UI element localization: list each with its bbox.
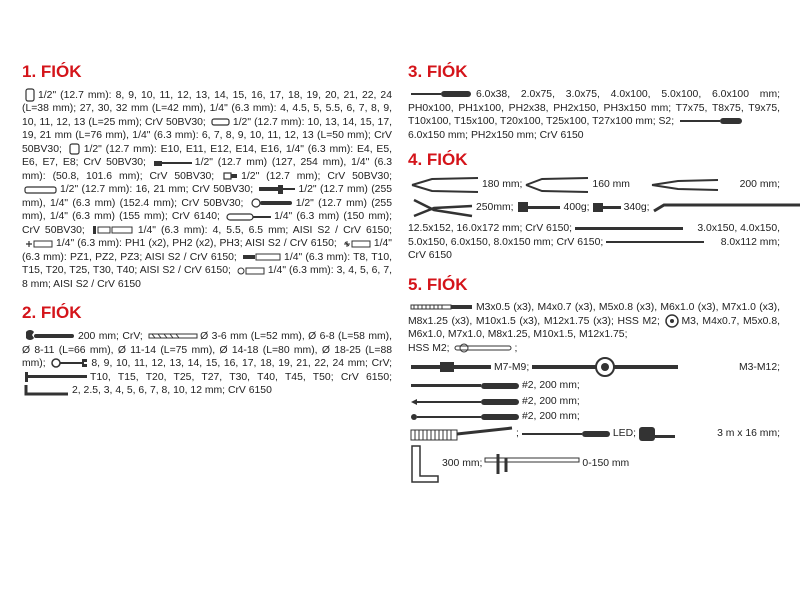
die-icon: [665, 314, 679, 328]
drawer-1-text-7: 1/2" (12.7 mm) (255 mm), 1/4" (6.3 mm) (152.4 mm); CrV 50BV30;: [22, 184, 393, 209]
drawer-5-specs: [408, 301, 780, 484]
caliper-range: 0-150 mm: [582, 458, 630, 469]
long-screwdriver-icon: [679, 116, 743, 126]
drawer-2-heading: 2. FIÓK: [22, 303, 82, 323]
mallet-weight: 340g;: [623, 202, 650, 214]
extension-bar-icon: [153, 159, 193, 167]
center-punch-icon: [605, 238, 705, 246]
punch-icon: [574, 225, 684, 233]
drawer-1-text-14: 1/4" (6.3 mm): 3, 4, 5, 6, 7, 8 mm; AISI S2 / CrV 6150: [22, 265, 392, 290]
combination-wrench-icon: [51, 358, 89, 368]
die-stock-icon: [531, 357, 679, 377]
file-icon-1: [410, 382, 520, 390]
tap-wrench-size: M7-M9;: [494, 361, 530, 373]
tape-measure-icon: [638, 426, 676, 442]
led-label: LED;: [612, 428, 636, 439]
file-icon-2: [410, 398, 520, 406]
drawer-4-heading: 4. FIÓK: [408, 150, 468, 169]
drawer-4-material: CrV 6150: [408, 250, 452, 261]
drawer-3-specs: [408, 88, 780, 142]
adapter-icon: [223, 171, 239, 181]
drawer-5-row-8: [408, 426, 780, 442]
caliper-icon: [484, 452, 580, 476]
drawer-5-row-9: [408, 444, 780, 484]
drawer-2-text-2: Ø 3-6 mm (L=52 mm), Ø 6-8 (L=58 mm), Ø 8-11 (L=66 mm), Ø 11-14 (L=75 mm), Ø 14-18 (L=80 mm), Ø 18-25 (L=88 mm);: [22, 331, 392, 369]
magnetic-pickup-icon: [521, 429, 611, 439]
drawer-2-specs: [22, 329, 392, 397]
adjustable-wrench-icon: [24, 329, 76, 343]
drawer-2-text-4: T10, T15, T20, T25, T27, T30, T40, T45, T50; CrV 6150;: [90, 371, 392, 383]
drawer-1-text-6: 1/2" (12.7 mm): 16, 21 mm; CrV 50BV30;: [60, 184, 254, 196]
hammer-icon: [516, 200, 562, 216]
center-punch-size: 8.0x112 mm;: [720, 236, 780, 248]
die-stock-size: M3-M12;: [739, 361, 780, 373]
drawer-1-text-1: 1/2" (12.7 mm): 8, 9, 10, 11, 12, 13, 14, 15, 16, 17, 18, 19, 20, 21, 22, 24 (L=38 mm); 27, 30, 32 mm (L=42 mm), 1/4" (6.3 mm): 4, 4.5, 5, 5.5, 6, 7, 8, 9, 10, 11, 12, 13 (L=25 mm); CrV 50BV30;: [22, 89, 392, 128]
hammer-weight: 400g;: [563, 202, 590, 214]
drawer-5-row-5: [408, 379, 780, 393]
combination-pliers-icon: [410, 176, 480, 194]
ratchet-icon: [250, 198, 294, 208]
punch-sizes: 3.0x150, 4.0x150,: [697, 223, 780, 234]
spark-plug-socket-icon: [24, 185, 58, 195]
drawer-4-row-1: [408, 176, 780, 194]
hex-key-icon: [24, 384, 70, 396]
file-size-1: #2, 200 mm;: [522, 380, 580, 392]
drawer-1-text-8: 1/2" (12.7 mm) (255 mm), 1/4" (6.3 mm) (155 mm); CrV 6140;: [22, 197, 392, 223]
tap-wrench-icon: [410, 361, 492, 373]
drawer-5-row-7: [408, 410, 780, 424]
deep-socket-icon: [211, 117, 231, 127]
drawer-2-text-1: 200 mm; CrV;: [78, 331, 143, 342]
drawer-5-row-wrenches: [408, 357, 780, 377]
torx-key-icon: [24, 371, 88, 383]
drawer-1-text-12: 1/4" (6.3 mm): PZ1, PZ2, PZ3; AISI S2 / CrV 6150;: [22, 238, 392, 263]
drawer-1-text-2: 1/2" (12.7 mm): 10, 13, 14, 15, 17, 19, 21 mm (L=76 mm), 1/4" (6.3 mm): 6, 7, 8, 9, 10, 11, 12, 13 (L=50 mm); CrV 50BV30;: [22, 116, 393, 155]
long-nose-size: 200 mm;: [739, 179, 781, 191]
drawer-3-text-2: 6.0x150 mm; PH2x150 mm; CrV 6150: [408, 129, 584, 141]
brush-sep: ;: [516, 428, 519, 439]
file-size-2: #2, 200 mm;: [522, 395, 580, 407]
pliers-size: 180 mm;: [482, 179, 523, 191]
cutter-size: 160 mm: [592, 179, 630, 191]
drawer-1-text-4: 1/2" (12.7 mm) (127, 254 mm), 1/4" (6.3 mm): (50.8, 101.6 mm); CrV 50BV30;: [22, 157, 393, 182]
die-wrench-sep: ;: [514, 342, 518, 354]
drawer-4-row-2: [408, 196, 780, 220]
tape-measure-size: 3 m x 16 mm;: [717, 428, 780, 439]
drawer-1-specs: [22, 88, 392, 291]
drawer-1-text-13: 1/4" (6.3 mm): T8, T10, T15, T20, T25, T30, T40; AISI S2 / CrV 6150;: [22, 251, 393, 277]
drawer-2-text-3: 8, 9, 10, 11, 12, 13, 14, 15, 16, 17, 18, 19, 21, 22, 24 mm; CrV;: [91, 358, 393, 369]
drawer-5-text-3: HSS M2;: [408, 342, 450, 354]
drawer-5-text-1: M3x0.5 (x3), M4x0.7 (x3), M5x0.8 (x3), M6x1.0 (x3), M7x1.0 (x3), M8x1.25 (x3), M10x1.5 (x3), M12x1.75 (x3); HSS M2;: [408, 301, 780, 327]
crowbar-icon: [652, 202, 800, 214]
drawer-3-text-1: 6.0x38, 2.0x75, 3.0x75, 4.0x100, 5.0x100, 6.0x100 mm; PH0x100, PH1x100, PH2x38, PH2x150, PH3x150 mm; T7x75, T8x75, T9x75, T10x100, T15x100, T20x100, T25x100, T27x100 mm; S2;: [408, 89, 780, 127]
hex-key-bit-icon: [236, 266, 266, 276]
pozidriv-bit-icon: [342, 239, 372, 249]
screwdriver-icon: [410, 89, 474, 99]
drawer-2-text-5: 2, 2.5, 3, 4, 5, 6, 7, 8, 10, 12 mm; CrV 6150: [72, 385, 272, 396]
mallet-icon: [592, 200, 622, 216]
drawer-1-heading: 1. FIÓK: [22, 62, 82, 81]
drawer-5-row-6: [408, 395, 780, 409]
square-size: 300 mm;: [442, 458, 483, 469]
torx-bit-icon: [242, 252, 282, 262]
drawer-5-heading: 5. FIÓK: [408, 274, 468, 294]
t-handle-icon: [258, 184, 296, 196]
drawer-1-text-9: 1/4" (6.3 mm) (150 mm); CrV 50BV30;: [22, 211, 393, 236]
drawer-4-row-4: [408, 236, 780, 250]
punch-sizes-2: 5.0x150, 6.0x150, 8.0x150 mm; CrV 6150;: [408, 236, 604, 248]
left-column: [22, 62, 392, 410]
drawer-1-text-11: 1/4" (6.3 mm): PH1 (x2), PH2 (x2), PH3; AISI S2 / CrV 6150;: [56, 238, 337, 250]
drawer-4-specs: [408, 176, 780, 263]
drawer-4-row-3: [408, 222, 780, 236]
wire-brush-icon: [410, 426, 514, 442]
side-cutter-icon: [524, 176, 590, 194]
right-column: [408, 62, 780, 496]
die-wrench-icon: [454, 342, 512, 354]
torx-socket-icon: [68, 143, 82, 155]
chisel-sizes: 12.5x152, 16.0x172 mm; CrV 6150;: [408, 223, 573, 234]
drawer-1-text-5: 1/2" (12.7 mm); CrV 50BV30;: [241, 170, 392, 182]
phillips-bit-icon: [24, 239, 54, 249]
file-icon-3: [410, 413, 520, 421]
hex-bit-icon: [92, 225, 136, 235]
screwdriver-handle-icon: [226, 212, 272, 222]
water-pump-size: 250mm;: [476, 202, 514, 214]
drawer-1-text-3: 1/2" (12.7 mm): E10, E11, E12, E14, E16, 1/4" (6.3 mm): E4, E5, E6, E7, E8; CrV 50BV30;: [22, 143, 393, 169]
try-square-icon: [410, 444, 440, 484]
file-size-3: #2, 200 mm;: [522, 411, 580, 423]
drawer-1-text-10: 1/4" (6.3 mm): 4, 5.5, 6.5 mm; AISI S2 / CrV 6150;: [137, 224, 392, 236]
socket-icon: [24, 88, 36, 102]
long-nose-pliers-icon: [650, 178, 720, 192]
drawer-5-text-2: M3, M4x0.7, M5x0.8, M6x1.0, M7x1.0, M8x1.25, M10x1.5, M12x1.75;: [408, 315, 780, 341]
tap-icon: [410, 302, 474, 312]
screw-extractor-icon: [148, 331, 198, 341]
drawer-3-heading: 3. FIÓK: [408, 62, 468, 81]
water-pump-pliers-icon: [410, 196, 474, 220]
drawer-4-row-5: [408, 249, 780, 263]
